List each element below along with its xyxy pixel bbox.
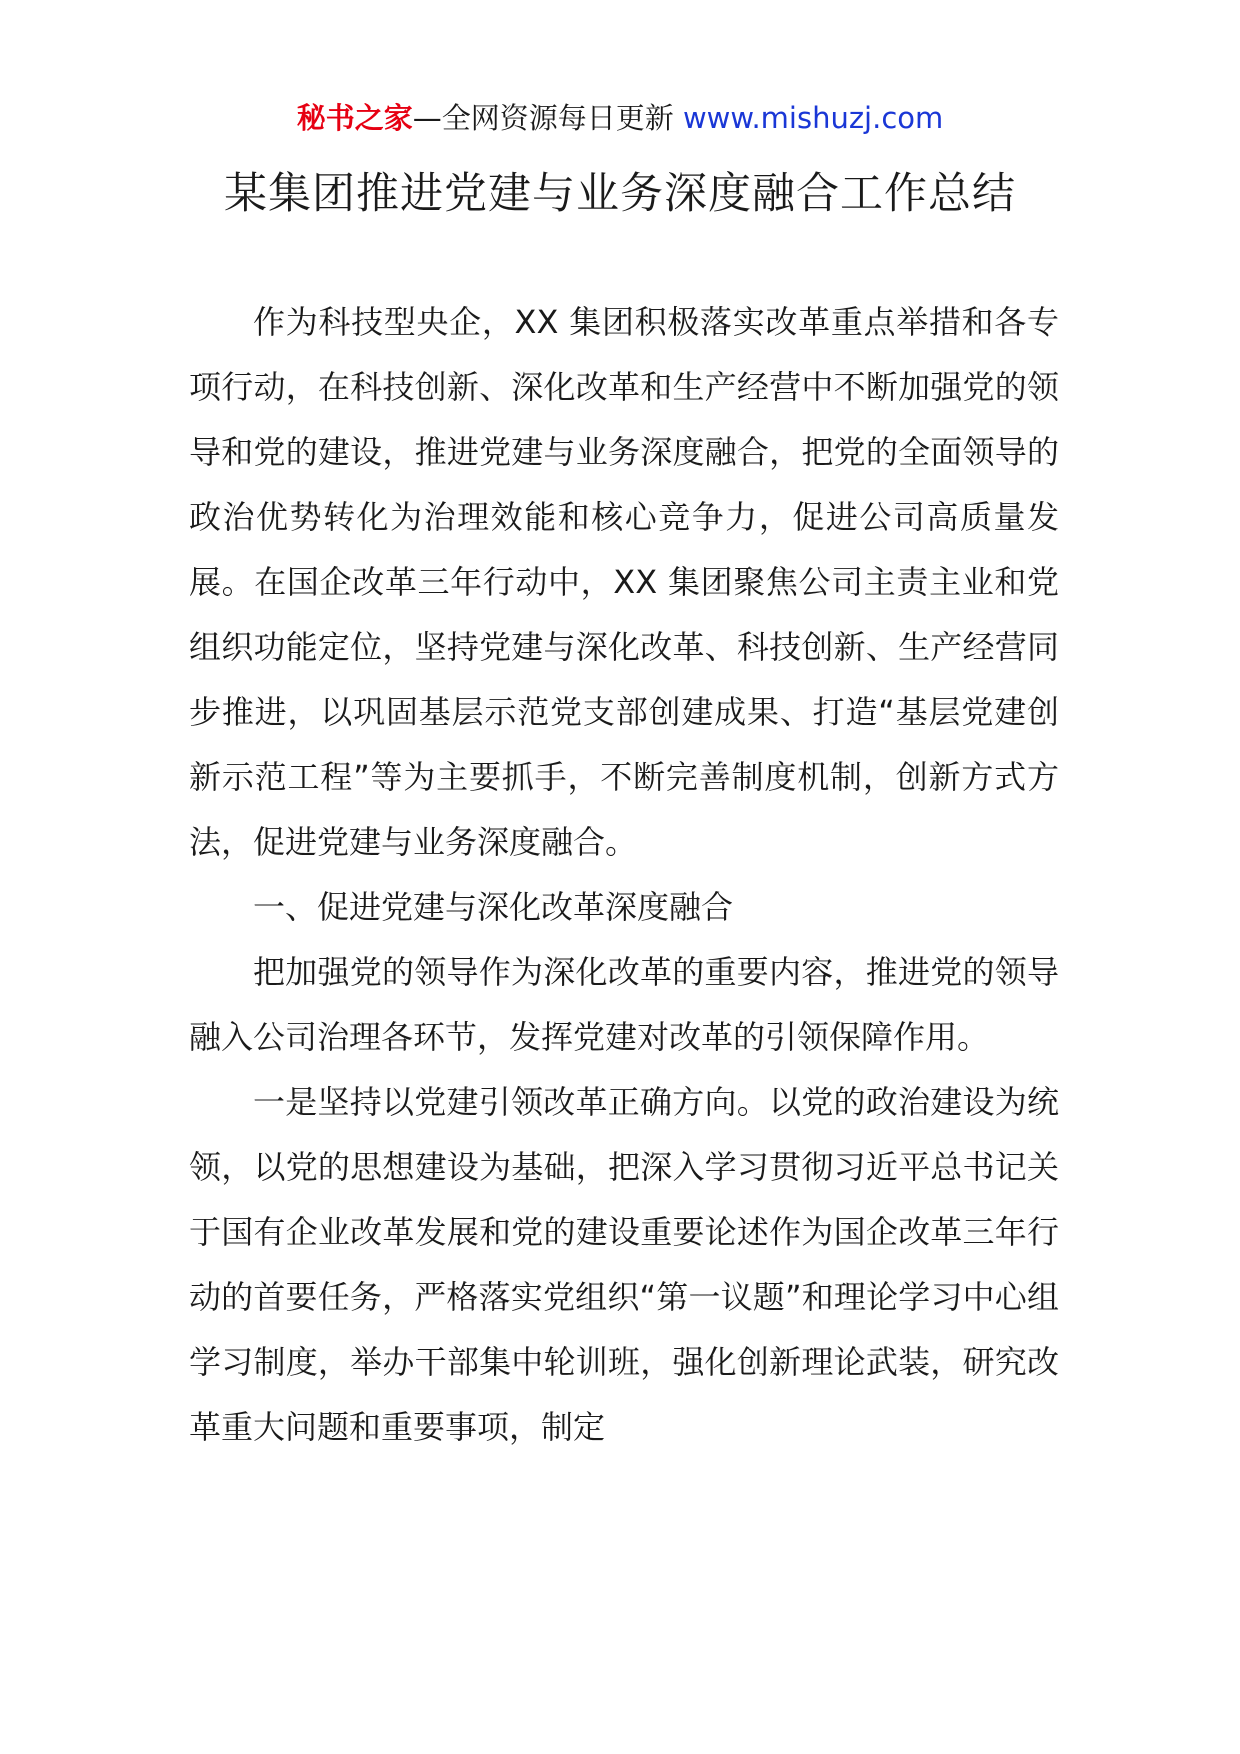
- brand-name: 秘书之家: [296, 101, 413, 135]
- header-slogan: —全网资源每日更新: [412, 101, 683, 135]
- point-paragraph: 一是坚持以党建引领改革正确方向。以党的政治建设为统领，以党的思想建设为基础，把深入学习贯彻习近平总书记关于国有企业改革发展和党的建设重要论述作为国企改革三年行动的首要任务，严格落实党组织“第一议题”和理论学习中心组学习制度，举办干部集中轮训班，强化创新理论武装，研究改革重大问题和重要事项，制定: [189, 1083, 1059, 1446]
- site-header: [0, 98, 1240, 138]
- site-url-link[interactable]: www.mishuzj.com: [682, 101, 944, 135]
- document-title: 某集团推进党建与业务深度融合工作总结: [224, 169, 1016, 219]
- section-paragraph: 把加强党的领导作为深化改革的重要内容，推进党的领导融入公司治理各环节，发挥党建对改革的引领保障作用。: [189, 953, 1059, 1056]
- intro-paragraph: 作为科技型央企，XX 集团积极落实改革重点举措和各专项行动，在科技创新、深化改革和生产经营中不断加强党的领导和党的建设，推进党建与业务深度融合，把党的全面领导的政治优势转化为治理效能和核心竞争力，促进公司高质量发展。在国企改革三年行动中，XX 集团聚焦公司主责主业和党组织功能定位，坚持党建与深化改革、科技创新、生产经营同步推进，以巩固基层示范党支部创建成果、打造“基层党建创新示范工程”等为主要抓手，不断完善制度机制，创新方式方法，促进党建与业务深度融合。: [189, 303, 1059, 861]
- section-heading: 一、促进党建与深化改革深度融合: [253, 888, 734, 926]
- document-body: [189, 290, 1059, 1460]
